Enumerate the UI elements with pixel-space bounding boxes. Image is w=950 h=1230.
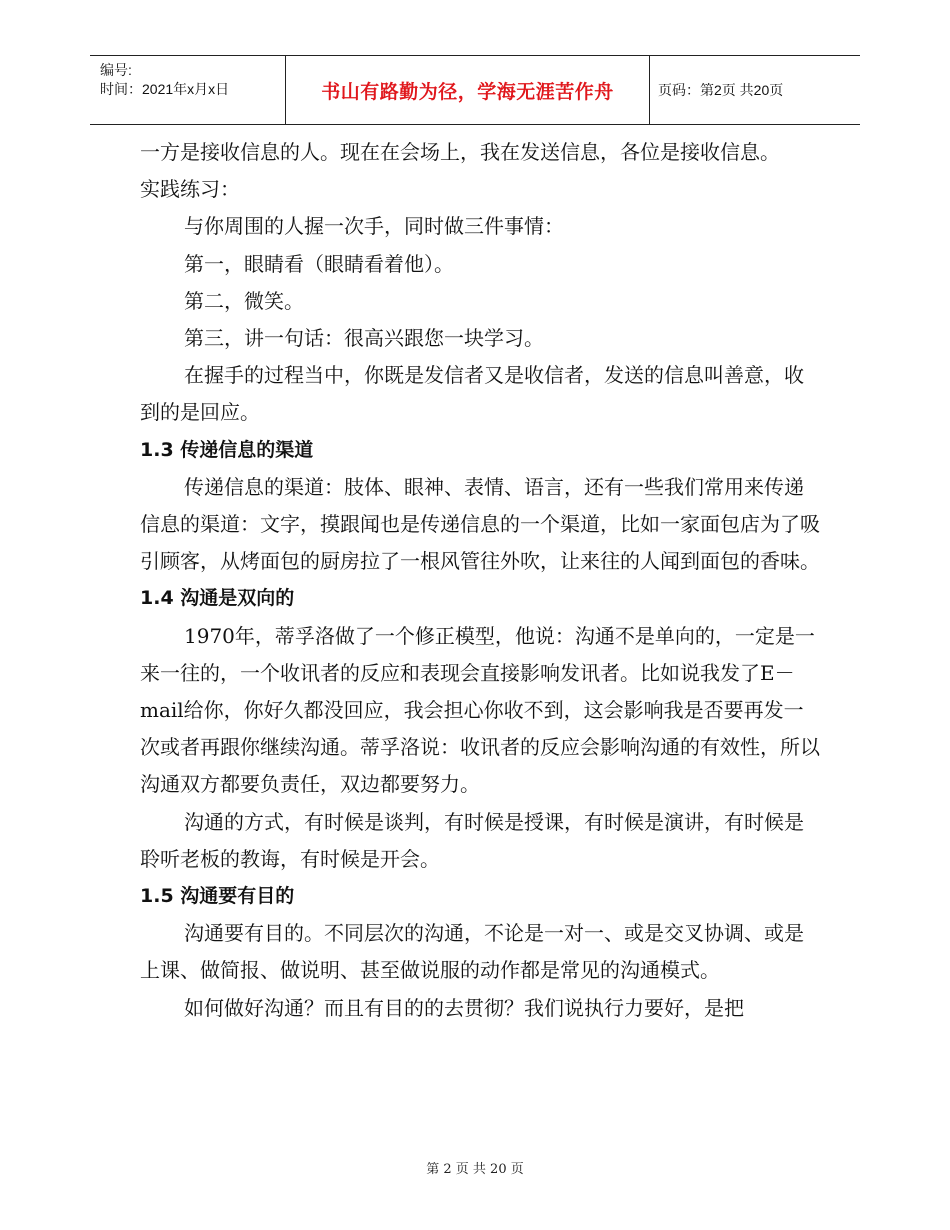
document-number-label: 编号: [100, 62, 132, 78]
paragraph: 实践练习： [140, 177, 240, 202]
paragraph: 在握手的过程当中，你既是发信者又是收信者，发送的信息叫善意，收到的是回应。 [140, 363, 804, 425]
paragraph: 如何做好沟通？而且有目的的去贯彻？我们说执行力要好，是把 [184, 995, 744, 1020]
paragraph: 一方是接收信息的人。现在在会场上，我在发送信息，各位是接收信息。 [140, 140, 780, 164]
paragraph: 第二，微笑。 [184, 288, 304, 313]
paragraph: 沟通要有目的。不同层次的沟通，不论是一对一、或是交叉协调、或是上课、做简报、做说明、甚至做说服的动作都是常见的沟通模式。 [140, 921, 804, 983]
paragraph: 沟通的方式，有时候是谈判，有时候是授课，有时候是演讲，有时候是聆听老板的教诲，有时候是开会。 [140, 809, 804, 871]
paragraph: 传递信息的渠道：肢体、眼神、表情、语言，还有一些我们常用来传递信息的渠道：文字，摸跟闻也是传递信息的一个渠道，比如一家面包店为了吸引顾客，从烤面包的厨房拉了一根风管往外吹，让来往的人闻到面包的香味。 [140, 474, 820, 574]
header-page-number: 页码：第2页 共20页 [658, 82, 784, 98]
paragraph: 第一，眼睛看（眼睛看着他）。 [184, 251, 454, 276]
section-heading-1-3: 1.3 传递信息的渠道 [140, 438, 314, 461]
section-heading-1-4: 1.4 沟通是双向的 [140, 587, 295, 610]
document-body [140, 134, 820, 1027]
page-header [90, 55, 860, 125]
header-motto: 书山有路勤为径，学海无涯苦作舟 [285, 56, 650, 124]
paragraph: 1970年，蒂孚洛做了一个修正模型，他说：沟通不是单向的，一定是一来一往的，一个收讯者的反应和表现会直接影响发讯者。比如说我发了E－mail给你，你好久都没回应，我会担心你收不到，这会影响我是否要再发一次或者再跟你继续沟通。蒂孚洛说：收讯者的反应会影响沟通的有效性，所以沟通双方都要负责任，双边都要努力。 [140, 623, 820, 797]
paragraph: 第三，讲一句话：很高兴跟您一块学习。 [184, 326, 544, 351]
document-time-label: 时间：2021年x月x日 [100, 81, 230, 97]
paragraph: 与你周围的人握一次手，同时做三件事情： [184, 214, 564, 239]
page-footer: 第 2 页 共 20 页 [426, 1162, 524, 1177]
header-meta [90, 56, 285, 124]
section-heading-1-5: 1.5 沟通要有目的 [140, 885, 295, 908]
